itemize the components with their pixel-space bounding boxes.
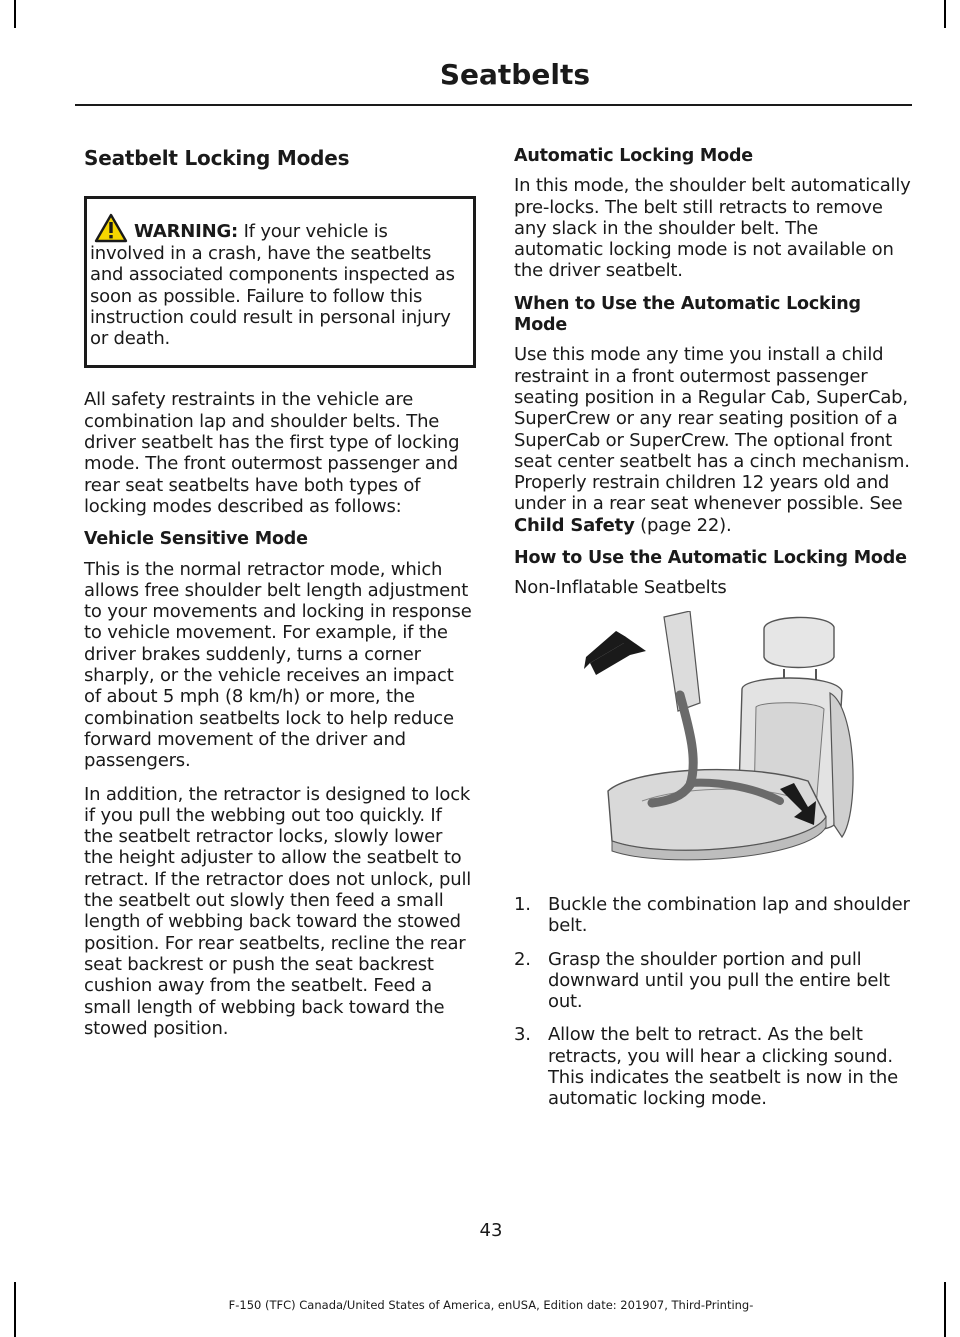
page-number: 43	[479, 1220, 503, 1241]
seat-illustration	[572, 611, 864, 869]
when-heading: When to Use the Automatic Locking Mode	[514, 293, 861, 336]
warning-triangle-icon	[94, 213, 128, 243]
alm-paragraph: In this mode, the shoulder belt automatically pre-locks. The belt still retracts to remove any slack in the shoulder belt. The automatic locking mode is not available on the driver seatbelt.	[514, 175, 911, 282]
intro-paragraph: All safety restraints in the vehicle are combination lap and shoulder belts. The driver seatbelt has the first type of locking mode. The front outermost passenger and rear seat seatbelts have both types of locking modes described as follows:	[84, 389, 460, 517]
step-number: 2.	[514, 948, 531, 970]
list-item	[514, 949, 912, 1013]
step-number: 1.	[514, 893, 531, 915]
section-title: Seatbelts	[439, 58, 590, 91]
warning-box	[84, 196, 476, 368]
header-rule	[75, 104, 912, 106]
step-number: 3.	[514, 1024, 531, 1046]
right-column	[514, 146, 912, 1122]
when-paragraph	[514, 344, 912, 536]
list-item	[514, 1024, 912, 1109]
warning-label: WARNING:	[134, 221, 239, 242]
how-heading: How to Use the Automatic Locking Mode	[514, 548, 907, 569]
step-text: Grasp the shoulder portion and pull downward until you pull the entire belt out.	[548, 948, 890, 1013]
left-column	[84, 144, 476, 1051]
alm-heading: Automatic Locking Mode	[514, 146, 753, 166]
footer-edition: F-150 (TFC) Canada/United States of America, enUSA, Edition date: 201907, Third-Printing-	[228, 1298, 754, 1312]
crop-mark-top-right	[944, 0, 946, 28]
section-heading: Seatbelt Locking Modes	[84, 146, 350, 170]
steps-list	[514, 894, 912, 1110]
vsm-paragraph-2: In addition, the retractor is designed to lock if you pull the webbing out too quickly. If the seatbelt retractor locks, slowly lower the height adjuster to allow the seatbelt to retract. If the retractor does not unlock, pull the seatbelt out slowly then feed a small length of webbing back toward the stowed position. For rear seatbelts, recline the rear seat backrest or push the seat backrest cushion away from the seatbelt. Feed a small length of webbing back toward the stowed position.	[84, 783, 472, 1039]
step-text: Allow the belt to retract. As the belt retracts, you will hear a clicking sound. This indicates the seatbelt is now in the automatic locking mode.	[548, 1024, 899, 1110]
when-page-ref: (page 22).	[634, 514, 732, 536]
non-inflatable-subhead: Non-Inflatable Seatbelts	[514, 577, 727, 599]
warning-text: If your vehicle is involved in a crash, have the seatbelts and associated components inspected as soon as possible. Failure to follow this instruction could result in personal injury or death.	[90, 221, 455, 350]
vsm-paragraph-1: This is the normal retractor mode, which allows free shoulder belt length adjustment to your movements and locking in response to vehicle movement. For example, if the driver brakes suddenly, turns a corner sharply, or the vehicle receives an impact of about 5 mph (8 km/h) or more, the combination seatbelts lock to help reduce forward movement of the driver and passengers.	[84, 558, 472, 772]
list-item	[514, 894, 912, 937]
child-safety-link[interactable]: Child Safety	[514, 514, 635, 536]
crop-mark-top-left	[14, 0, 16, 28]
step-text: Buckle the combination lap and shoulder belt.	[548, 893, 910, 937]
when-text: Use this mode any time you install a child restraint in a front outermost passenger seating position in a Regular Cab, SuperCab, SuperCrew or any rear seating position of a SuperCab or SuperCrew. The optional front seat center seatbelt has a cinch mechanism. Properly restrain children 12 years old and under in a rear seat whenever possible. See	[514, 344, 910, 515]
vsm-heading: Vehicle Sensitive Mode	[84, 529, 308, 550]
